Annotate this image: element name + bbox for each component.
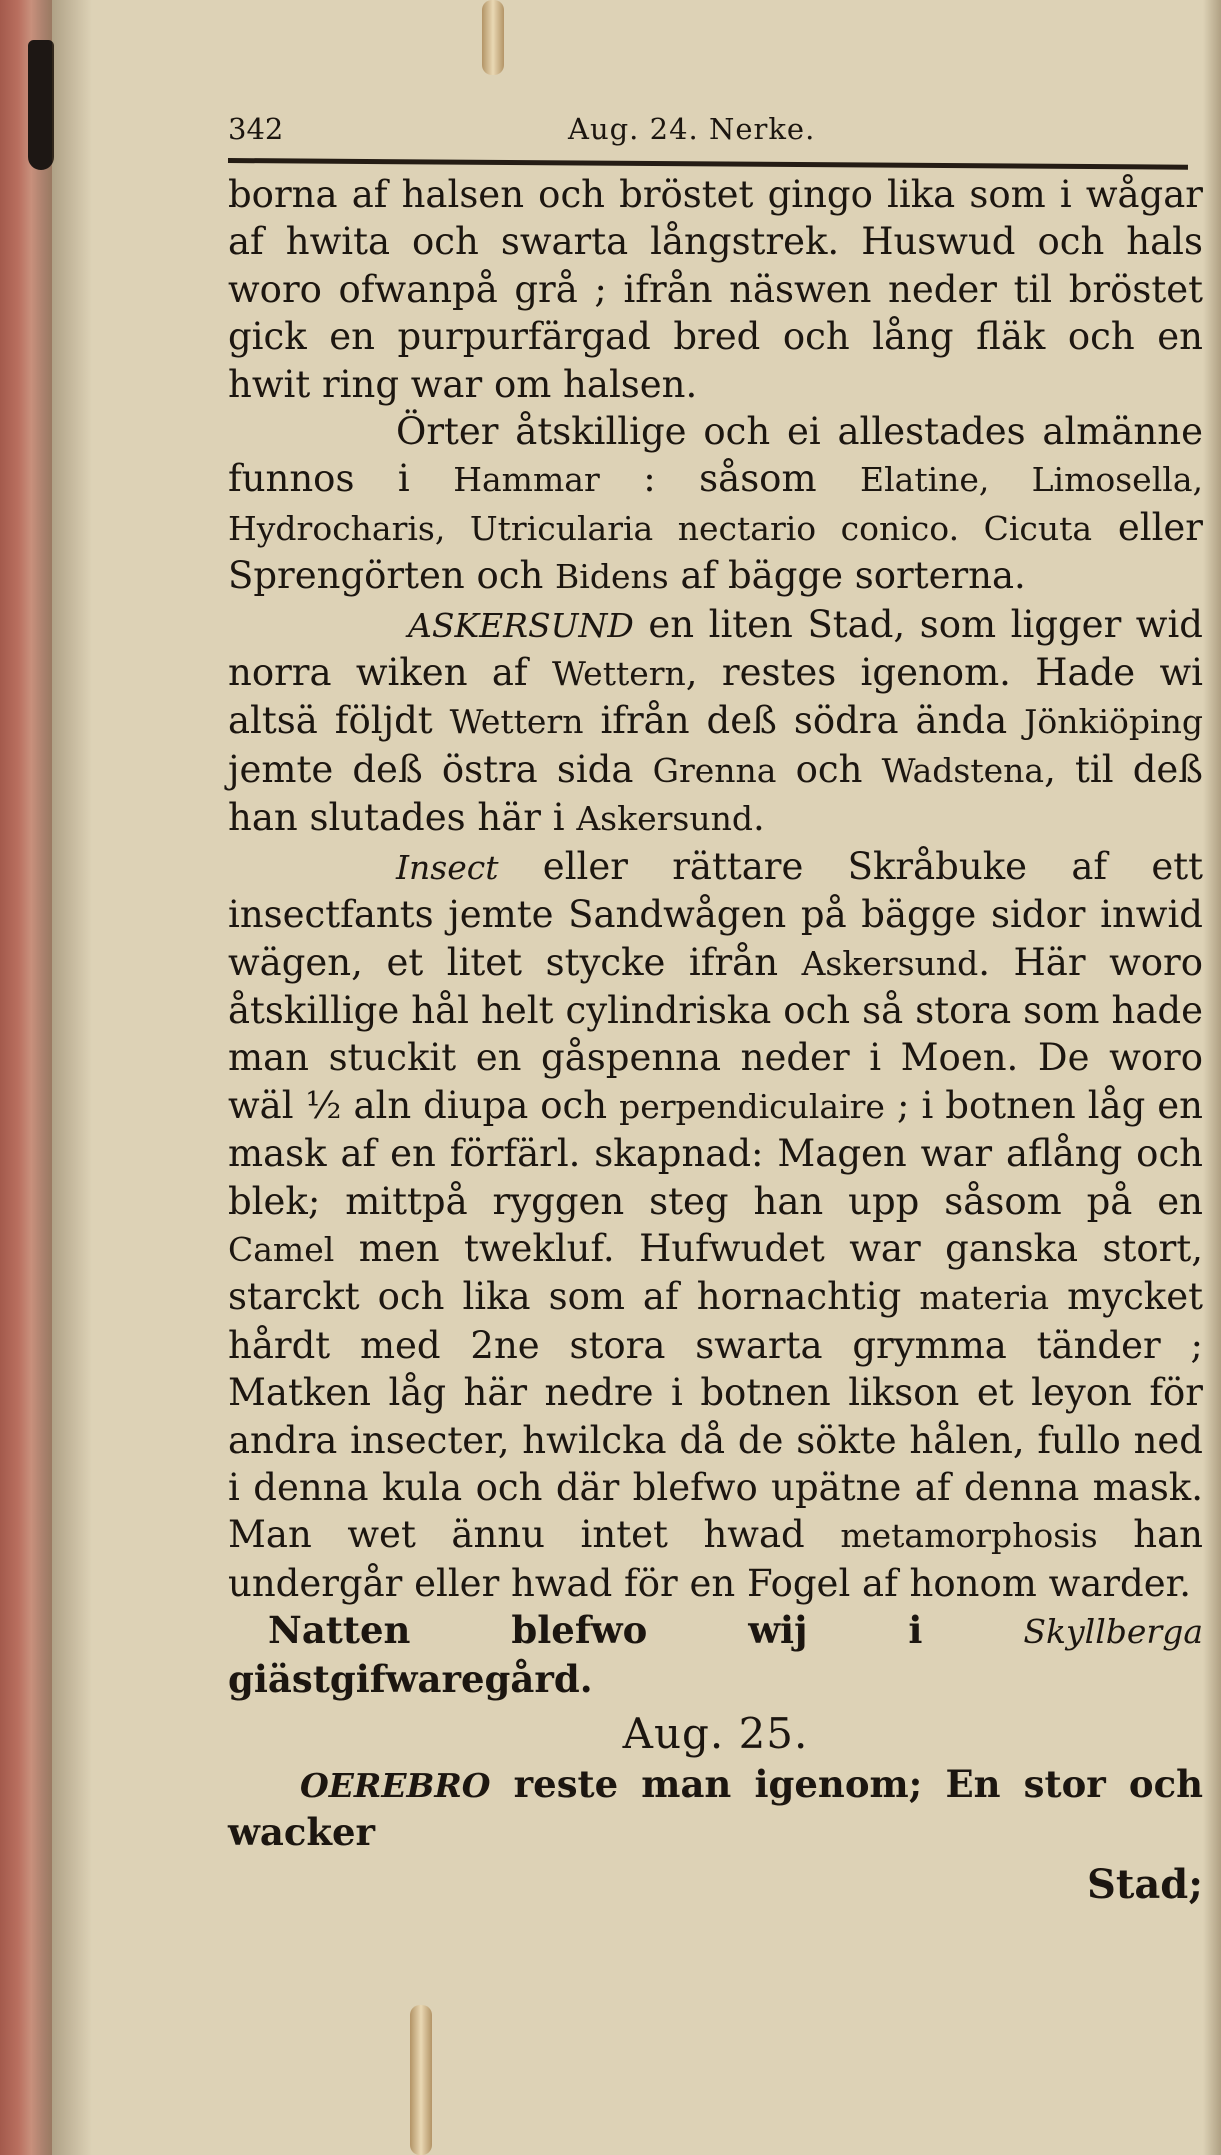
place-name-orebro: OEREBRO [300,1766,491,1805]
text-segment: , restes igenom. Hade wi altsä följdt [228,651,1203,743]
text-segment: eller rättare Skråbuke af ett insectfants jemte Sandwågen på bägge sidor inwid wägen, et litet stycke ifrån [228,844,1203,984]
text-segment: eller Sprengörten och [228,505,1203,598]
running-head: Aug. 24. Nerke. [568,112,816,146]
text-segment: en liten Stad, som ligger wid norra wiken af [228,602,1203,695]
text-segment: och [776,747,882,791]
date-subheading: Aug. 25. [622,1709,809,1758]
paragraph-orebro [228,1761,1203,1857]
page-edge-shadow [1203,0,1221,2155]
place-name-askersund: ASKERSUND [408,605,634,645]
place-name: Grenna [652,750,777,790]
place-name: Hammar [453,460,600,500]
text-segment: jemte deß östra sida [228,747,653,791]
latin-term: materia [919,1278,1050,1318]
text-segment: , til deß han slutades här i [228,747,1203,840]
text-segment: Örter åtskillige och ei allestades almänne funnos i [228,410,1203,501]
latin-term: Insect [396,847,499,887]
binding-thread-top [482,0,504,75]
text-segment: : såsom [599,457,861,501]
text-segment: borna af halsen och bröstet gingo lika som i wågar af hwita och swarta långstrek. Huswud och hals woro ofwanpå grå ; ifrån näswen neder til bröstet gick en purpurfärgad bred och lång fläk och en hwit ring war om halsen. [228,173,1203,406]
text-segment: Natten blefwo wij i [268,1608,1024,1653]
text-segment: ; i botnen låg en mask af en förfärl. skapnad: Magen war aflång och blek; mittpå ryggen steg han upp såsom på en [228,1083,1204,1223]
page-number: 342 [228,112,284,146]
place-name: Jönkiöping [1024,702,1203,742]
latin-term: Camel [228,1229,335,1269]
place-name: Wettern [551,654,686,694]
place-name: Askersund [576,799,753,839]
place-name: Wadstena [881,750,1045,790]
paragraph-plants [228,408,1203,601]
binding-thread-bottom [410,2005,432,2155]
paragraph-askersund [228,601,1203,843]
gutter-shadow [52,0,92,2155]
book-page [228,112,1203,1992]
paragraph-insect [228,843,1203,1608]
latin-plant-name: Bidens [555,557,669,597]
paragraph-bird-description [228,171,1203,408]
place-name: Wettern [449,702,584,742]
text-segment: . [752,796,765,840]
text-segment: mycket hårdt med 2ne stora swarta grymma tänder ; Matken låg här nedre i botnen likson et leyon för andra insecter, hwilcka då de sökte hålen, fullo ned i denna kula och där blefwo upätne af denna mask. Man wet ännu intet hwad [228,1275,1203,1557]
catchword: Stad; [1086,1860,1203,1908]
latin-term: metamorphosis [840,1516,1098,1556]
place-name-skyllberga: Skyllberga [1023,1612,1203,1652]
text-segment: men twekluf. Hufwudet war ganska stort, starckt och lika som af hornachtig [228,1226,1203,1319]
text-segment: ifrån deß södra ända [583,699,1025,743]
spine-mark [28,40,54,170]
latin-term: perpendiculaire [619,1086,885,1126]
latin-plant-names: Elatine, Limosella, Hydrocharis, Utricularia nectario conico. Cicuta [228,460,1203,548]
text-segment: af bägge sorterna. [668,554,1026,598]
text-segment: reste man igenom; En stor och wacker [228,1762,1203,1855]
paragraph-night [228,1607,1203,1703]
book-spine [0,0,52,2155]
header-rule [228,158,1188,170]
text-segment: han undergår eller hwad för en Fogel af honom warder. [228,1513,1204,1605]
text-segment: . Här woro åtskillige hål helt cylindriska och så stora som hade man stuckit en gåspenna neder i Moen. De woro wäl ½ aln diupa och [228,940,1203,1127]
place-name: Askersund [801,943,979,983]
text-segment: giästgifwaregård. [228,1656,593,1701]
page-header [228,112,1203,152]
